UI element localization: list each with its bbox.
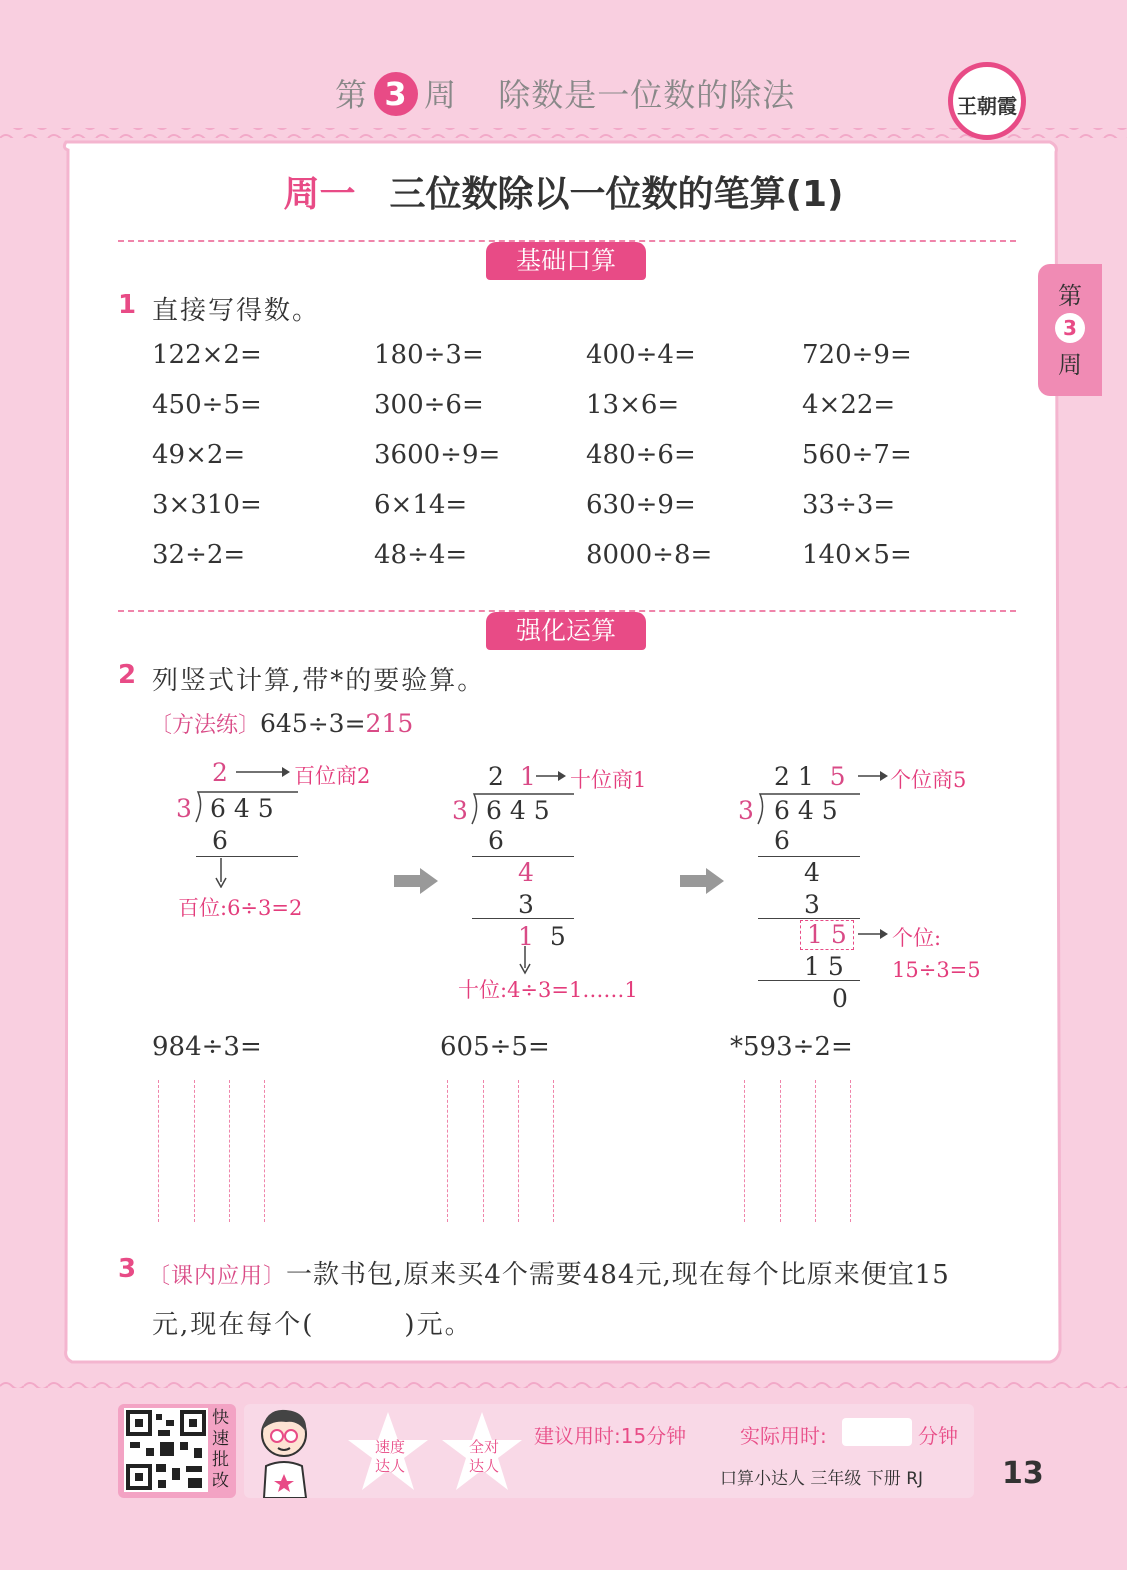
step3-dividend: 6 4 5	[774, 796, 838, 825]
practice-problem: 605÷5=	[440, 1032, 550, 1062]
step1-divisor: 3	[176, 794, 192, 823]
down-arrow-icon	[214, 858, 228, 888]
qr-code-icon[interactable]	[124, 1408, 208, 1492]
question3-text: 一款书包,原来买4个需要484元,现在每个比原来便宜15	[286, 1260, 950, 1290]
step1-subtract: 6	[212, 826, 228, 855]
step3-final-remainder: 0	[832, 984, 848, 1013]
mental-math-item: 122×2=	[152, 340, 262, 370]
mental-math-item: 720÷9=	[802, 340, 912, 370]
question-number: 3	[118, 1254, 137, 1284]
work-area-guide[interactable]	[518, 1080, 519, 1222]
mental-math-item: 3600÷9=	[374, 440, 501, 470]
work-area-guide[interactable]	[194, 1080, 195, 1222]
section-label-advanced: 强化运算	[486, 612, 646, 650]
step2-quotient	[488, 762, 536, 791]
step2-quotient-new: 1	[519, 762, 536, 791]
step3-subtract1: 6	[774, 826, 790, 855]
title-day: 周一	[283, 174, 356, 215]
mental-math-item: 450÷5=	[152, 390, 262, 420]
mental-math-item: 300÷6=	[374, 390, 484, 420]
mental-math-item: 33÷3=	[802, 490, 896, 520]
work-area-guide[interactable]	[447, 1080, 448, 1222]
step3-quotient-known: 2 1	[774, 762, 814, 791]
example-line	[150, 708, 413, 739]
work-area-guide[interactable]	[483, 1080, 484, 1222]
work-area-guide[interactable]	[744, 1080, 745, 1222]
page-number: 13	[1002, 1456, 1044, 1491]
mental-math-item: 6×14=	[374, 490, 468, 520]
question-number: 2	[118, 660, 137, 690]
mental-math-item: 4×22=	[802, 390, 896, 420]
accuracy-star-label: 全对达人	[468, 1438, 499, 1475]
division-line	[758, 980, 860, 981]
page-title	[0, 166, 1127, 217]
side-tab-top: 第	[1058, 282, 1082, 310]
practice-problem: *593÷2=	[730, 1032, 853, 1062]
mental-math-item: 630÷9=	[586, 490, 696, 520]
work-area-guide[interactable]	[780, 1080, 781, 1222]
division-line	[758, 918, 860, 919]
step1-quotient-note: 百位商2	[294, 764, 371, 788]
step3-side-note-calc: 15÷3=5	[892, 958, 981, 982]
logo-text: 王朝霞	[957, 94, 1017, 118]
step1-dividend: 6 4 5	[210, 794, 274, 823]
arrow-icon	[536, 768, 568, 784]
step1-quotient: 2	[212, 758, 228, 787]
brand-logo	[948, 62, 1026, 140]
question3-text-a: 元,现在每个(	[152, 1310, 315, 1340]
side-tab-bottom: 周	[1058, 351, 1082, 379]
week-side-tab	[1038, 264, 1102, 396]
division-line	[472, 918, 574, 919]
arrow-icon	[858, 926, 890, 942]
week-number-badge: 3	[374, 72, 418, 116]
practice-problem: 984÷3=	[152, 1032, 262, 1062]
step1-note: 百位:6÷3=2	[178, 896, 303, 920]
example-tag: 〔方法练〕	[150, 713, 261, 738]
work-area-guide[interactable]	[815, 1080, 816, 1222]
qr-label: 快速批改	[212, 1408, 229, 1491]
step3-remainder1: 4	[804, 858, 820, 887]
mental-math-item: 32÷2=	[152, 540, 246, 570]
mental-math-item: 560÷7=	[802, 440, 912, 470]
step2-remainder-carry: 1	[518, 922, 534, 951]
step3-bring-down: 1 5	[800, 920, 854, 950]
speed-star-label: 速度达人	[374, 1438, 405, 1475]
actual-time-input[interactable]	[842, 1418, 912, 1446]
work-area-guide[interactable]	[264, 1080, 265, 1222]
work-area-guide[interactable]	[158, 1080, 159, 1222]
week-prefix: 第	[335, 76, 369, 114]
step2-dividend: 6 4 5	[486, 796, 550, 825]
step3-quotient-note: 个位商5	[890, 768, 967, 792]
step3-quotient	[774, 762, 846, 791]
step3-subtract3: 1 5	[804, 952, 844, 981]
week-suffix: 周	[424, 76, 458, 114]
question-text: 列竖式计算,带*的要验算。	[152, 666, 486, 696]
step2-subtract1: 6	[488, 826, 504, 855]
question3-text-b: )元。	[404, 1310, 473, 1340]
step2-quotient-tens: 2	[488, 762, 504, 791]
step2-note: 十位:4÷3=1……1	[458, 978, 638, 1002]
work-area-guide[interactable]	[229, 1080, 230, 1222]
work-area-guide[interactable]	[850, 1080, 851, 1222]
step3-quotient-new: 5	[829, 762, 846, 791]
mental-math-item: 140×5=	[802, 540, 912, 570]
question-number: 1	[118, 290, 137, 320]
book-info: 口算小达人 三年级 下册 RJ	[720, 1469, 924, 1489]
mental-math-item: 8000÷8=	[586, 540, 713, 570]
question3-tag: 〔课内应用〕	[148, 1264, 287, 1289]
mental-math-item: 3×310=	[152, 490, 262, 520]
question-text: 直接写得数。	[152, 296, 321, 326]
mental-math-item: 48÷4=	[374, 540, 468, 570]
mental-math-item: 480÷6=	[586, 440, 696, 470]
step2-quotient-note: 十位商1	[570, 768, 647, 792]
step3-divisor: 3	[738, 796, 754, 825]
question3-line1	[148, 1254, 950, 1291]
example-answer: 215	[365, 709, 414, 738]
mascot-icon	[250, 1404, 320, 1498]
week-header	[335, 70, 795, 119]
title-text: 三位数除以一位数的笔算(1)	[389, 174, 844, 215]
suggested-time: 建议用时:15分钟	[534, 1424, 687, 1448]
work-area-guide[interactable]	[553, 1080, 554, 1222]
step2-divisor: 3	[452, 796, 468, 825]
next-step-arrow-icon	[394, 868, 440, 894]
actual-time-label: 实际用时:	[740, 1424, 827, 1448]
arrow-icon	[858, 768, 890, 784]
division-line	[472, 856, 574, 857]
actual-time-unit: 分钟	[918, 1424, 958, 1448]
question3-line2	[152, 1304, 473, 1341]
mental-math-item: 400÷4=	[586, 340, 696, 370]
mental-math-item: 49×2=	[152, 440, 246, 470]
mental-math-item: 180÷3=	[374, 340, 484, 370]
step3-side-note: 个位:	[892, 926, 942, 950]
next-step-arrow-icon	[680, 868, 726, 894]
division-line	[758, 856, 860, 857]
division-line	[196, 856, 298, 857]
step2-subtract2: 3	[518, 890, 534, 919]
arrow-icon	[236, 764, 292, 780]
step2-ones-digit: 5	[549, 922, 566, 951]
example-expression: 645÷3=	[260, 709, 366, 738]
section-label-basic: 基础口算	[486, 242, 646, 280]
side-tab-number: 3	[1055, 313, 1085, 343]
step2-remainder1: 4	[518, 858, 534, 887]
down-arrow-icon	[518, 946, 532, 976]
step3-subtract2: 3	[804, 890, 820, 919]
week-topic: 除数是一位数的除法	[498, 76, 796, 114]
mental-math-item: 13×6=	[586, 390, 680, 420]
